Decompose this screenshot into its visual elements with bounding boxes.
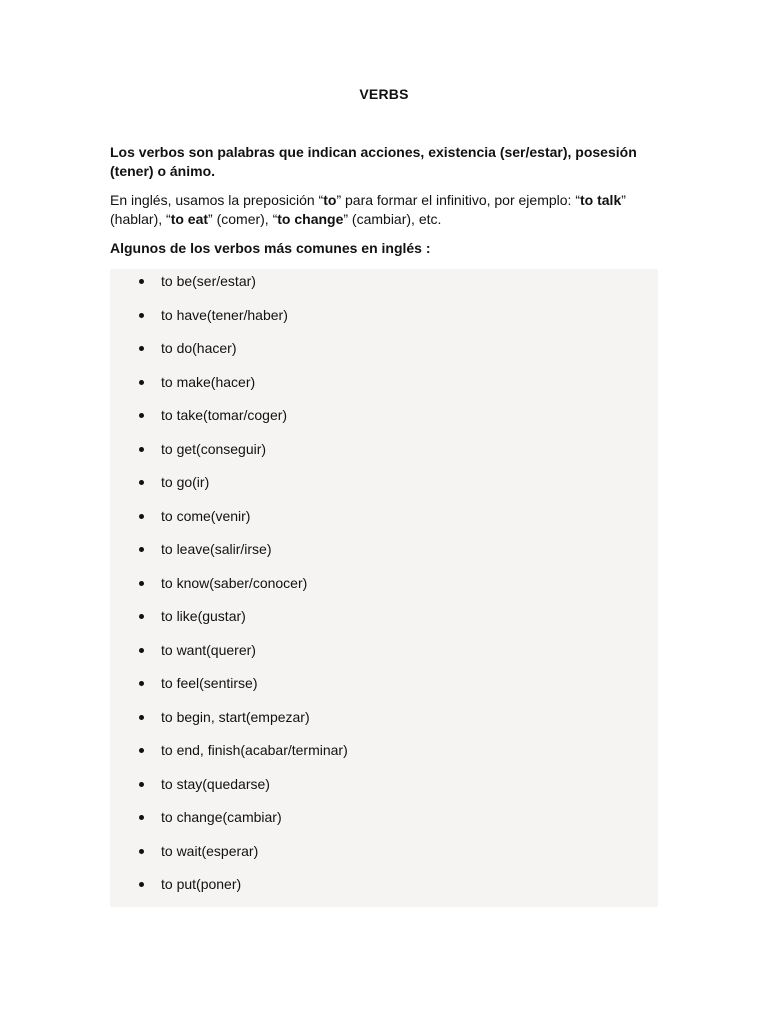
list-item [110, 405, 658, 439]
list-item [110, 841, 658, 875]
list-item [110, 573, 658, 607]
infinitive-text-1: En inglés, usamos la preposición “ [110, 192, 324, 208]
example-to-talk: to talk [580, 192, 622, 208]
verb-label: to leave(salir/irse) [161, 541, 272, 557]
verb-label: to feel(sentirse) [161, 675, 258, 691]
bullet-icon [139, 346, 144, 351]
bullet-icon [139, 782, 144, 787]
verb-label: to wait(esperar) [161, 842, 259, 859]
bullet-icon [139, 882, 144, 887]
verb-label: to take(tomar/coger) [161, 407, 288, 423]
verb-label: to come(venir) [161, 507, 251, 524]
list-item [110, 807, 658, 841]
bullet-icon [139, 279, 144, 284]
list-item [110, 640, 658, 674]
intro-paragraph: Los verbos son palabras que indican acciones, existencia (ser/estar), posesión (tener) o ánimo. [110, 144, 637, 179]
list-item [110, 271, 658, 305]
example-to-change: to change [277, 211, 344, 227]
list-item [110, 606, 658, 640]
infinitive-paragraph [110, 191, 640, 229]
verb-label: to stay(quedarse) [161, 775, 270, 792]
verb-label: to make(hacer) [161, 373, 256, 390]
verb-label: to know(saber/conocer) [161, 574, 308, 591]
bullet-icon [139, 380, 144, 385]
list-item [110, 740, 658, 774]
infinitive-text-4: ” (comer), “ [208, 211, 278, 227]
list-item [110, 338, 658, 372]
list-item [110, 707, 658, 741]
bullet-icon [139, 447, 144, 452]
infinitive-text-5: ” (cambiar), etc. [343, 211, 442, 227]
infinitive-text-2: ” para formar el infinitivo, por ejemplo: “ [336, 192, 580, 208]
verb-label: to do(hacer) [161, 340, 237, 356]
verb-label: to change(cambiar) [161, 809, 282, 825]
infinitive-text-3: ” (hablar), “ [110, 192, 626, 227]
bullet-icon [139, 681, 144, 686]
bullet-icon [139, 849, 144, 854]
bullet-icon [139, 313, 144, 318]
verb-label: to get(conseguir) [161, 440, 267, 457]
verb-label: to go(ir) [161, 474, 210, 490]
verb-label: to begin, start(empezar) [161, 708, 310, 725]
bullet-icon [139, 815, 144, 820]
verb-label: to put(poner) [161, 876, 242, 892]
bullet-icon [139, 748, 144, 753]
list-item [110, 673, 658, 707]
list-item [110, 774, 658, 808]
verb-list-box [110, 269, 658, 907]
verb-label: to be(ser/estar) [161, 273, 256, 289]
list-item [110, 439, 658, 473]
list-item [110, 305, 658, 339]
bullet-icon [139, 547, 144, 552]
verb-label: to have(tener/haber) [161, 306, 288, 323]
verb-list [110, 271, 658, 908]
example-to-eat: to eat [170, 211, 209, 227]
list-item [110, 539, 658, 573]
list-item [110, 372, 658, 406]
verb-label: to end, finish(acabar/terminar) [161, 742, 348, 758]
verb-label: to want(querer) [161, 641, 256, 658]
bullet-icon [139, 413, 144, 418]
verb-label: to like(gustar) [161, 608, 246, 624]
bullet-icon [139, 614, 144, 619]
bullet-icon [139, 480, 144, 485]
bullet-icon [139, 648, 144, 653]
bullet-icon [139, 514, 144, 519]
list-heading: Algunos de los verbos más comunes en inglés : [110, 240, 431, 256]
list-item [110, 506, 658, 540]
list-item [110, 472, 658, 506]
bullet-icon [139, 715, 144, 720]
page-title: VERBS [359, 86, 409, 102]
list-item [110, 874, 658, 908]
bullet-icon [139, 581, 144, 586]
infinitive-bold-to: to [323, 192, 337, 208]
